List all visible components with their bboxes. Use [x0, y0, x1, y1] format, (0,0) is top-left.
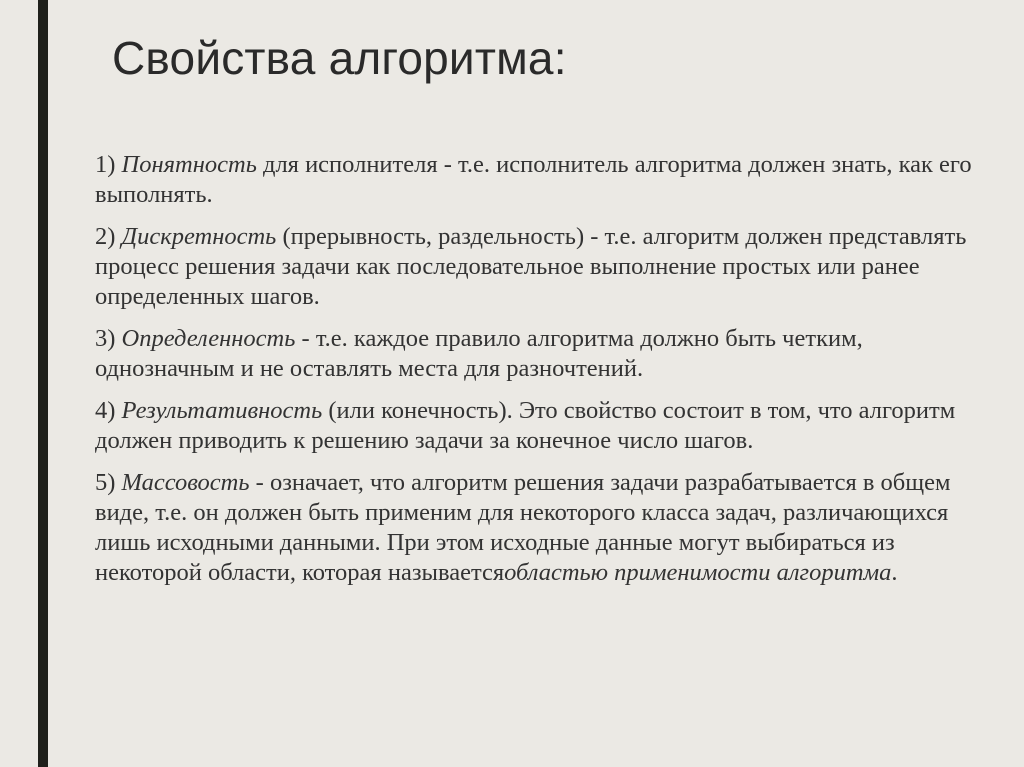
item-text: - означает, что алгоритм решения задачи разрабатывается в общем виде, т.е. он должен быть применим для некоторого класса задач, различающихся лишь исходными данными. При этом исходные данные могут выбираться из некоторой области, которая называется	[95, 469, 951, 586]
item-term: Определенность	[121, 325, 296, 352]
item-number: 3)	[95, 325, 122, 352]
item-term: Дискретность	[121, 223, 277, 250]
item-end: .	[891, 559, 898, 586]
item-term-secondary: областью применимости алгоритма	[504, 559, 892, 586]
item-number: 4)	[95, 397, 122, 424]
item-number: 5)	[95, 469, 122, 496]
property-item-determinism	[95, 324, 975, 384]
item-term: Результативность	[121, 397, 323, 424]
item-text: (или конечность). Это свойство состоит в том, что алгоритм должен приводить к решению задачи за конечное число шагов.	[95, 397, 956, 454]
slide-title: Свойства алгоритма:	[112, 32, 567, 84]
item-number: 1)	[95, 151, 122, 178]
item-text: (прерывность, раздельность) - т.е. алгоритм должен представлять процесс решения задачи как последовательное выполнение простых или ранее определенных шагов.	[95, 223, 967, 310]
item-number: 2)	[95, 223, 122, 250]
accent-bar	[38, 0, 48, 767]
item-term: Массовость	[121, 469, 250, 496]
slide-content	[95, 150, 975, 600]
property-item-understandability	[95, 150, 975, 210]
property-item-mass-character	[95, 468, 975, 588]
property-item-effectiveness	[95, 396, 975, 456]
item-term: Понятность	[121, 151, 257, 178]
item-text: - т.е. каждое правило алгоритма должно быть четким, однозначным и не оставлять места для разночтений.	[95, 325, 863, 382]
item-text: для исполнителя - т.е. исполнитель алгоритма должен знать, как его выполнять.	[95, 151, 972, 208]
property-item-discreteness	[95, 222, 975, 312]
